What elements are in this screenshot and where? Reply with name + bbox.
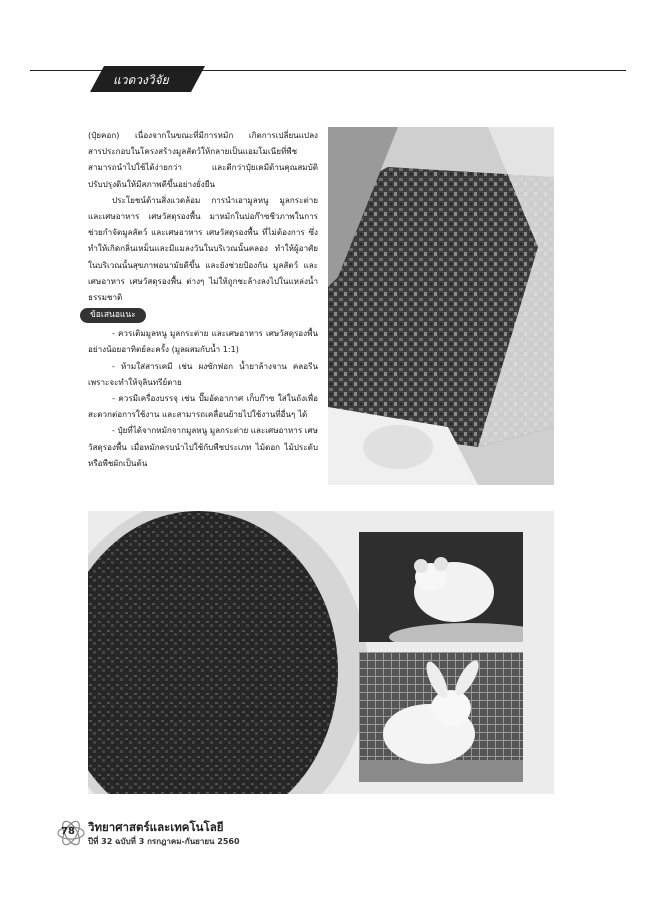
page-number: 78 <box>61 826 75 837</box>
mouse-photo <box>359 532 523 642</box>
section-label: แวดวงวิจัย <box>113 73 169 87</box>
suggestion-2: - ห้ามใส่สารเคมี เช่น ผงซักฟอก น้ำยาล้างจาน คลอรีน เพราะจะทำให้จุลินทรีย์ตาย <box>88 360 318 387</box>
suggestion-1: - ควรเติมมูลหนู มูลกระต่าย และเศษอาหาร เศษวัสดุรองพื้น อย่างน้อยอาทิตย์ละครั้ง (มูลผสมกับน้ำ 1:1) <box>88 328 318 355</box>
paragraph-1: (ปุ๋ยคอก) เนื่องจากในขณะที่มีการหมัก เกิดการเปลี่ยนแปลงสารประกอบในโครงสร้างมูลสัตว์ให้กลายเป็นแอมโมเนียที่พืชสามารถนำไปใช้ได้ง่ายกว่า และดีกว่าปุ๋ยเคมีด้านคุณสมบัติปรับปรุงดินให้มีสภาพดีขึ้นอย่างยั่งยืน <box>88 130 318 189</box>
journal-title: วิทยาศาสตร์และเทคโนโลยี <box>88 820 224 834</box>
suggestion-4: - ปุ๋ยที่ได้จากหมักจากมูลหนู มูลกระต่าย และเศษอาหาร เศษวัสดุรองพื้น เมื่อหมักครบนำไปใช้กับพืชประเภท ไม้ดอก ไม้ประดับ หรือพืชผักเป็นต้น <box>88 425 318 468</box>
article-column <box>88 127 318 471</box>
rabbit-photo <box>359 652 523 782</box>
pellet-tray-photo <box>328 127 554 485</box>
journal-issue: ปีที่ 32 ฉบับที่ 3 กรกฎาคม-กันยายน 2560 <box>88 837 240 846</box>
paragraph-2: ประโยชน์ด้านสิ่งแวดล้อม การนำเอามูลหนู มูลกระต่าย และเศษอาหาร เศษวัสดุรองพื้น มาหมักในบ่อก๊าซชีวภาพในการช่วยกำจัดมูลสัตว์ และเศษอาหาร เศษวัสดุรองพื้น ที่ไม่ต้องการ ซึ่งทำให้เกิดกลิ่นเหม็นและมีแมลงวันในบริเวณนั้นคลอง ทำให้ผู้อาศัยในบริเวณนั้นสุขภาพอนามัยดีขึ้น และยังช่วยป้องกัน มูลสัตว์ และเศษอาหาร เศษวัสดุรองพื้น ต่างๆ ไม่ให้ถูกชะล้างลงไปในแหล่งน้ำธรรมชาติ <box>88 194 318 303</box>
suggestions-badge: ข้อเสนอแนะ <box>80 308 146 323</box>
suggestion-3: - ควรมีเครื่องบรรจุ เช่น ปั๊มอัดอากาศ เก็บก๊าซ ใส่ในถังเพื่อสะดวกต่อการใช้งาน และสามารถเคลื่อนย้ายไปใช้งานที่อื่นๆ ได้ <box>88 393 318 420</box>
